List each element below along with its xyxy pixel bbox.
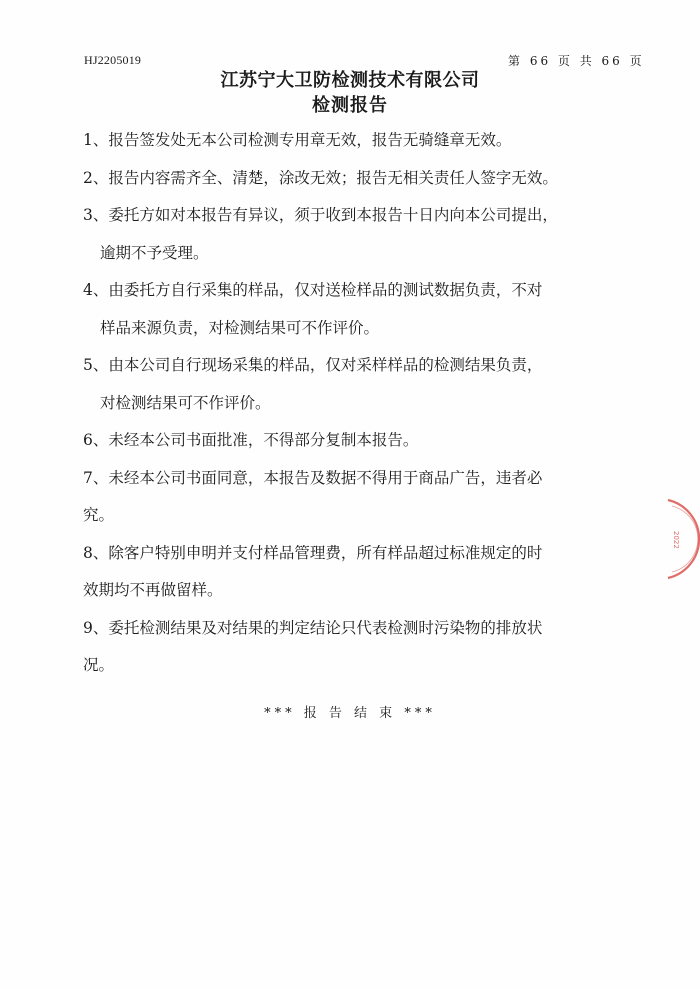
seal-stamp-icon xyxy=(650,496,700,582)
notice-item-1-line-1: 1、报告签发处无本公司检测专用章无效，报告无骑缝章无效。 xyxy=(83,131,512,149)
notice-item-8 xyxy=(83,535,593,610)
notice-item-2-line-1: 2、报告内容需齐全、清楚，涂改无效；报告无相关责任人签字无效。 xyxy=(83,168,558,187)
notice-item-7 xyxy=(83,460,593,535)
notice-item-6 xyxy=(83,422,593,460)
notice-item-2 xyxy=(83,160,593,198)
report-end-mark: *** 报 告 结 束 *** xyxy=(264,706,436,721)
notice-item-3-line-2: 逾期不予受理。 xyxy=(100,243,209,262)
notice-item-5-line-1: 5、由本公司自行现场采集的样品，仅对采样样品的检测结果负责， xyxy=(83,356,543,374)
notice-item-7-line-2: 究。 xyxy=(83,506,115,524)
notice-item-4-line-2: 样品来源负责，对检测结果可不作评价。 xyxy=(100,318,380,337)
notice-item-8-line-1: 8、除客户特别申明并支付样品管理费，所有样品超过标准规定的时 xyxy=(83,543,543,562)
notice-item-9 xyxy=(83,610,593,685)
notice-item-4 xyxy=(83,272,593,347)
seal-text: 2022 xyxy=(672,531,680,549)
notice-list xyxy=(83,122,593,685)
notice-item-1 xyxy=(83,122,593,160)
page-indicator: 第 66 页 共 66 页 xyxy=(508,54,645,68)
document-title: 检测报告 xyxy=(312,95,388,116)
company-name: 江苏宁大卫防检测技术有限公司 xyxy=(220,70,480,91)
notice-item-5 xyxy=(83,347,593,422)
notice-item-4-line-1: 4、由委托方自行采集的样品，仅对送检样品的测试数据负责，不对 xyxy=(83,281,543,299)
notice-item-6-line-1: 6、未经本公司书面批准，不得部分复制本报告。 xyxy=(83,431,419,449)
notice-item-9-line-1: 9、委托检测结果及对结果的判定结论只代表检测时污染物的排放状 xyxy=(83,618,543,637)
notice-item-9-line-2: 况。 xyxy=(83,656,115,674)
notice-item-7-line-1: 7、未经本公司书面同意，本报告及数据不得用于商品广告，违者必 xyxy=(83,468,543,487)
report-number: HJ2205019 xyxy=(84,53,142,67)
perforation-seal xyxy=(650,496,700,582)
notice-item-5-line-2: 对检测结果可不作评价。 xyxy=(100,393,271,412)
notice-item-8-line-2: 效期均不再做留样。 xyxy=(83,581,223,599)
notice-item-3 xyxy=(83,197,593,272)
notice-item-3-line-1: 3、委托方如对本报告有异议，须于收到本报告十日内向本公司提出， xyxy=(83,206,558,224)
